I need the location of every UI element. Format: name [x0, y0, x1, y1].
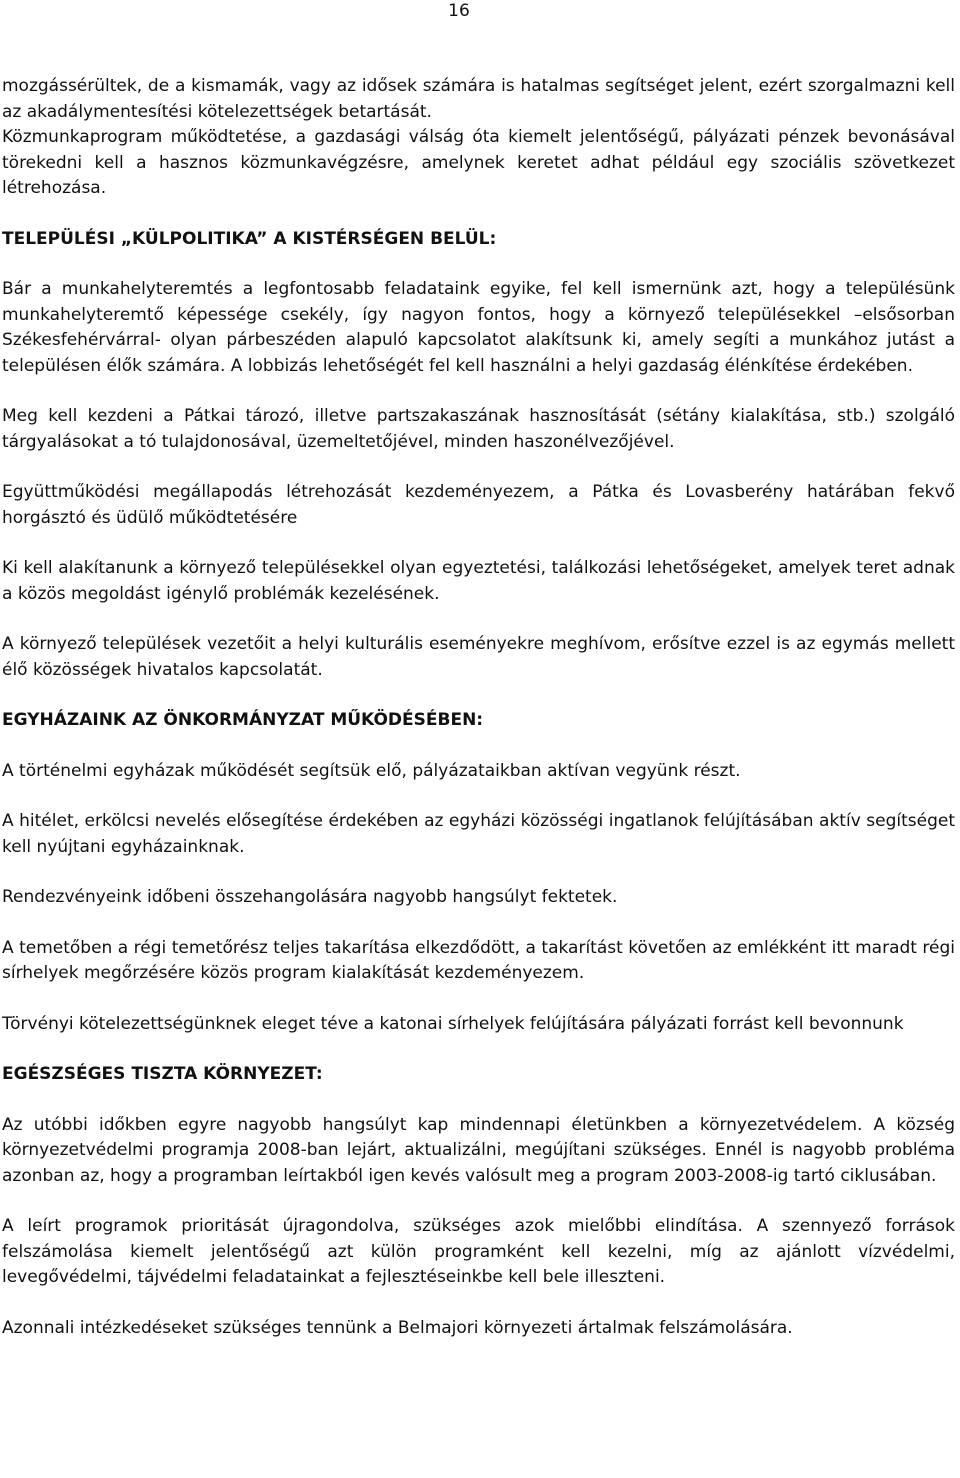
- paragraph-invite-leaders: A környező települések vezetőit a helyi kulturális eseményekre meghívom, erősítve ezzel is az egymás mellett élő közösségek hivatalos kapcsolatát.: [2, 634, 955, 680]
- section-heading-environment: EGÉSZSÉGES TISZTA KÖRNYEZET:: [2, 1064, 323, 1084]
- page-number: 16: [448, 1, 470, 21]
- document-body: [2, 74, 955, 1341]
- section-heading-churches: EGYHÁZAINK AZ ÖNKORMÁNYZAT MŰKÖDÉSÉBEN:: [2, 710, 484, 730]
- paragraph-cemetery: A temetőben a régi temetőrész teljes takarítása elkezdődött, a takarítást követően az emlékként itt maradt régi sírhelyek megőrzésére közös program kialakítását kezdeményezem.: [2, 937, 955, 983]
- paragraph-meeting-opportunities: Ki kell alakítanunk a környező településekkel olyan egyeztetési, találkozási lehetőségeket, amelyek teret adnak a közös megoldást igénylő problémák kezelésének.: [2, 558, 955, 604]
- section-heading-foreign-policy: TELEPÜLÉSI „KÜLPOLITIKA” A KISTÉRSÉGEN BELÜL:: [2, 228, 497, 249]
- paragraph-belmajor: Azonnali intézkedéseket szükséges tennünk a Belmajori környezeti ártalmak felszámolására.: [2, 1317, 793, 1338]
- paragraph-accessibility: mozgássérültek, de a kismamák, vagy az idősek számára is hatalmas segítséget jelent, ezért szorgalmazni kell az akadálymentesítési kötelezettségek betartását.: [2, 76, 955, 122]
- paragraph-cooperation-agreement: Együttműködési megállapodás létrehozását kezdeményezem, a Pátka és Lovasberény határában fekvő horgásztó és üdülő működtetésére: [2, 482, 955, 528]
- paragraph-military-graves: Törvényi kötelezettségünknek eleget téve a katonai sírhelyek felújítására pályázati forrást kell bevonnunk: [2, 1013, 904, 1034]
- paragraph-environmental-protection: Az utóbbi időkben egyre nagyobb hangsúlyt kap mindennapi életünkben a környezetvédelem. A község környezetvédelmi programja 2008-ban lejárt, aktualizálni, megújítani szükséges. Ennél is nagyobb probléma azonban az, hogy a programban leírtakból igen kevés valósult meg a program 2003-2008-ig tartó ciklusában.: [2, 1114, 955, 1186]
- paragraph-reservoir: Meg kell kezdeni a Pátkai tározó, illetve partszakaszának hasznosítását (sétány kialakítása, stb.) szolgáló tárgyalásokat a tó tulajdonosával, üzemeltetőjével, minden haszonélvezőjével.: [2, 406, 955, 452]
- paragraph-job-creation: Bár a munkahelyteremtés a legfontosabb feladataink egyike, fel kell ismernünk azt, hogy a településünk munkahelyteremtő képessége csekély, így nagyon fontos, hogy a környező településekkel –elsősorban Székesfehérvárral- olyan párbeszéden alapuló kapcsolatot alakítsunk ki, amely segíti a munkához jutást a településen élők számára. A lobbizás lehetőségét fel kell használni a helyi gazdaság élénkítése érdekében.: [2, 279, 955, 376]
- paragraph-historical-churches: A történelmi egyházak működését segítsük elő, pályázataikban aktívan vegyünk részt.: [2, 760, 741, 781]
- paragraph-events-coordination: Rendezvényeink időbeni összehangolására nagyobb hangsúlyt fektetek.: [2, 887, 618, 907]
- paragraph-public-works: Közmunkaprogram működtetése, a gazdasági válság óta kiemelt jelentőségű, pályázati pénzek bevonásával törekedni kell a hasznos közmunkavégzésre, amelynek keretet adhat például egy szociális szövetkezet létrehozása.: [2, 127, 955, 198]
- paragraph-religious-life: A hitélet, erkölcsi nevelés elősegítése érdekében az egyházi közösségi ingatlanok felújításában aktív segítséget kell nyújtani egyházainknak.: [2, 811, 955, 857]
- paragraph-program-priorities: A leírt programok prioritását újragondolva, szükséges azok mielőbbi elindítása. A szennyező források felszámolása kiemelt jelentőségű azt külön programként kell kezelni, míg az ajánlott vízvédelmi, levegővédelmi, tájvédelmi feladatainkat a fejlesztéseinkbe kell bele illeszteni.: [2, 1216, 955, 1287]
